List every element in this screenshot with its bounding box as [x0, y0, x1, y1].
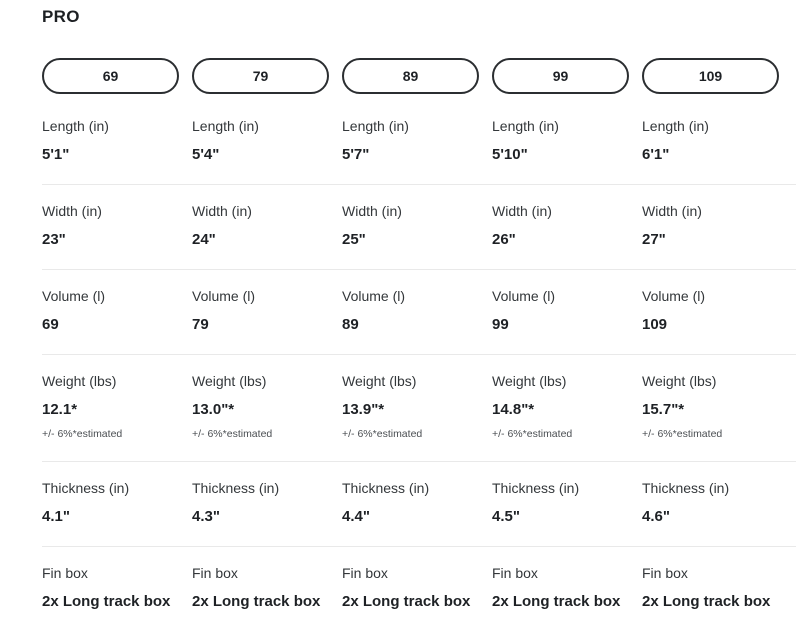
spec-label: Volume (l): [192, 288, 256, 304]
spec-cell: [192, 119, 342, 163]
spec-cell: [42, 374, 192, 440]
spec-cell: [492, 374, 642, 440]
spec-cell: [342, 374, 492, 440]
spec-cell: [492, 204, 642, 248]
spec-value: 13.0"*: [192, 401, 235, 418]
spec-value: 4.3": [192, 508, 220, 525]
spec-cell: [492, 289, 642, 333]
spec-cell: [192, 289, 342, 333]
size-pill-89[interactable]: 89: [342, 58, 479, 94]
size-option-cell: [642, 58, 792, 94]
weight-estimate-note: +/- 6%*estimated: [192, 428, 273, 440]
spec-label: Thickness (in): [192, 480, 280, 496]
spec-cell: [642, 374, 792, 440]
spec-label: Thickness (in): [492, 480, 580, 496]
size-option-cell: [192, 58, 342, 94]
spec-cell: [642, 204, 792, 248]
spec-value: 4.4": [342, 508, 370, 525]
spec-value: 5'7": [342, 146, 370, 163]
spec-value: 12.1*: [42, 401, 78, 418]
weight-estimate-note: +/- 6%*estimated: [42, 428, 123, 440]
spec-label: Thickness (in): [42, 480, 130, 496]
spec-value: 13.9"*: [342, 401, 385, 418]
spec-value: 27": [642, 231, 666, 248]
spec-label: Length (in): [492, 118, 559, 134]
spec-value: 2x Long track box: [642, 593, 771, 610]
spec-label: Volume (l): [642, 288, 706, 304]
spec-row-width: [42, 184, 796, 269]
spec-cell: [192, 566, 342, 610]
spec-cell: [492, 119, 642, 163]
spec-row-volume: [42, 269, 796, 354]
spec-label: Fin box: [492, 565, 538, 581]
spec-cell: [42, 566, 192, 610]
spec-value: 4.1": [42, 508, 70, 525]
spec-value: 6'1": [642, 146, 670, 163]
spec-cell: [642, 481, 792, 525]
page-title: PRO: [42, 7, 80, 26]
spec-value: 4.6": [642, 508, 670, 525]
spec-cell: [342, 204, 492, 248]
spec-label: Thickness (in): [642, 480, 730, 496]
spec-cell: [192, 204, 342, 248]
spec-value: 14.8"*: [492, 401, 535, 418]
spec-label: Volume (l): [342, 288, 406, 304]
spec-cell: [642, 289, 792, 333]
spec-row-thickness: [42, 461, 796, 546]
spec-value: 2x Long track box: [492, 593, 621, 610]
spec-label: Length (in): [192, 118, 259, 134]
spec-row-weight: [42, 354, 796, 461]
spec-value: 89: [342, 316, 359, 333]
spec-cell: [42, 289, 192, 333]
spec-cell: [642, 119, 792, 163]
spec-value: 24": [192, 231, 216, 248]
weight-estimate-note: +/- 6%*estimated: [642, 428, 723, 440]
spec-label: Thickness (in): [342, 480, 430, 496]
spec-label: Fin box: [42, 565, 88, 581]
spec-row-finbox: [42, 546, 796, 631]
spec-label: Weight (lbs): [342, 373, 417, 389]
spec-value: 25": [342, 231, 366, 248]
spec-label: Width (in): [492, 203, 552, 219]
size-option-cell: [492, 58, 642, 94]
size-option-cell: [42, 58, 192, 94]
spec-cell: [192, 481, 342, 525]
spec-label: Length (in): [342, 118, 409, 134]
spec-value: 109: [642, 316, 668, 333]
spec-cell: [42, 204, 192, 248]
spec-cell: [342, 566, 492, 610]
spec-label: Weight (lbs): [642, 373, 717, 389]
spec-value: 2x Long track box: [192, 593, 321, 610]
size-pill-109[interactable]: 109: [642, 58, 779, 94]
spec-cell: [342, 481, 492, 525]
spec-label: Volume (l): [42, 288, 106, 304]
spec-cell: [192, 374, 342, 440]
spec-label: Fin box: [342, 565, 388, 581]
spec-cell: [342, 289, 492, 333]
spec-value: 15.7"*: [642, 401, 685, 418]
spec-cell: [342, 119, 492, 163]
spec-content: [42, 0, 796, 631]
size-pill-79[interactable]: 79: [192, 58, 329, 94]
spec-label: Weight (lbs): [42, 373, 117, 389]
spec-value: 2x Long track box: [42, 593, 171, 610]
spec-value: 4.5": [492, 508, 520, 525]
spec-label: Weight (lbs): [492, 373, 567, 389]
spec-cell: [42, 119, 192, 163]
spec-cell: [42, 481, 192, 525]
spec-value: 5'10": [492, 146, 528, 163]
weight-estimate-note: +/- 6%*estimated: [492, 428, 573, 440]
spec-value: 23": [42, 231, 66, 248]
spec-label: Weight (lbs): [192, 373, 267, 389]
spec-value: 99: [492, 316, 509, 333]
spec-cell: [492, 481, 642, 525]
spec-label: Width (in): [342, 203, 402, 219]
spec-label: Length (in): [642, 118, 709, 134]
spec-value: 5'4": [192, 146, 220, 163]
spec-value: 2x Long track box: [342, 593, 471, 610]
spec-cell: [492, 566, 642, 610]
spec-label: Length (in): [42, 118, 109, 134]
spec-value: 26": [492, 231, 516, 248]
spec-label: Width (in): [192, 203, 252, 219]
spec-label: Width (in): [642, 203, 702, 219]
spec-value: 79: [192, 316, 209, 333]
size-pill-69[interactable]: 69: [42, 58, 179, 94]
spec-label: Fin box: [192, 565, 238, 581]
spec-value: 5'1": [42, 146, 70, 163]
spec-value: 69: [42, 316, 59, 333]
size-selector: [42, 58, 796, 94]
spec-cell: [642, 566, 792, 610]
size-pill-99[interactable]: 99: [492, 58, 629, 94]
size-option-cell: [342, 58, 492, 94]
spec-label: Fin box: [642, 565, 688, 581]
weight-estimate-note: +/- 6%*estimated: [342, 428, 423, 440]
spec-label: Volume (l): [492, 288, 556, 304]
spec-row-length: [42, 94, 796, 184]
spec-label: Width (in): [42, 203, 102, 219]
